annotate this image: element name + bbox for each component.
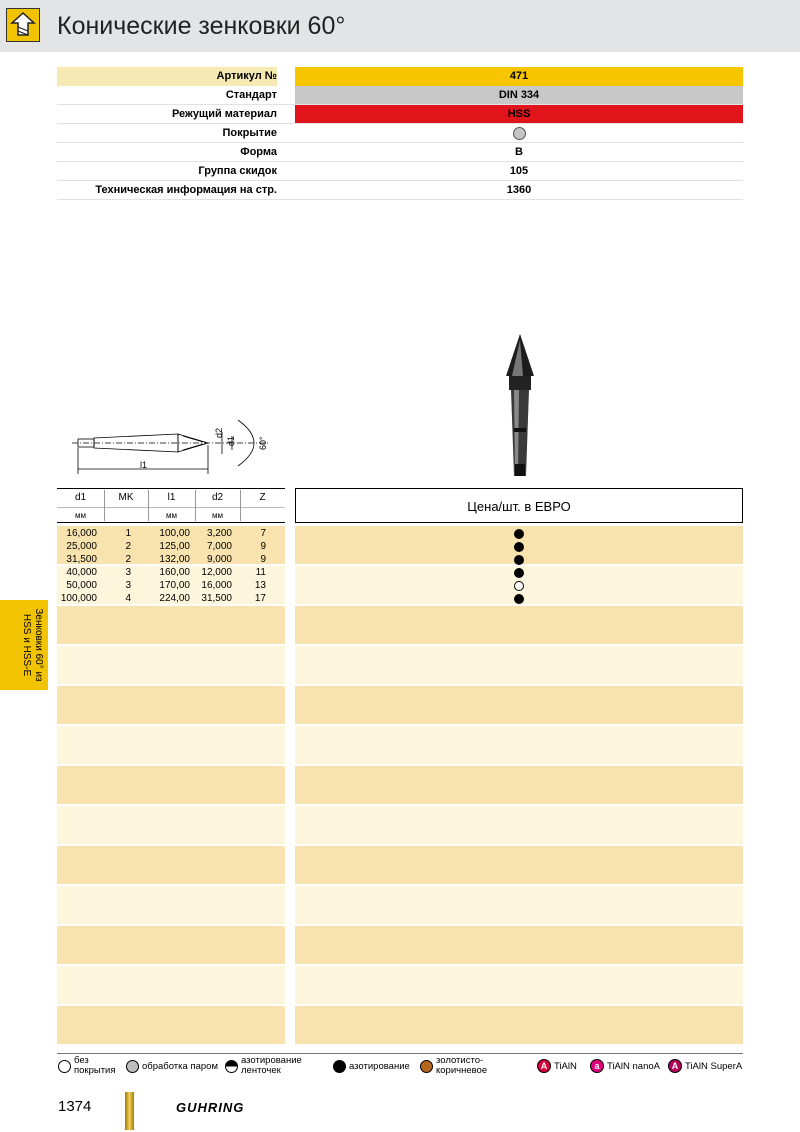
unit-d2: мм [212, 511, 223, 520]
empty-row-band [295, 1006, 743, 1044]
empty-row-band [295, 766, 743, 804]
info-row-article [57, 67, 743, 86]
page-title: Конические зенковки 60° [57, 12, 346, 40]
brown-circle-icon [420, 1060, 433, 1073]
table-row: 16,000 1 100,00 3,200 7 [66, 528, 266, 539]
empty-row-band [57, 646, 285, 684]
col-header-d2: d2 [211, 492, 224, 503]
legend-label: TiAlN SuperA [685, 1061, 743, 1072]
empty-row-band [57, 726, 285, 764]
white-circle-icon [58, 1060, 71, 1073]
steam-treatment-icon [513, 127, 526, 140]
unit-l1: мм [166, 511, 177, 520]
empty-row-band [57, 766, 285, 804]
col-header-z: Z [259, 492, 266, 503]
black-circle-icon [333, 1060, 346, 1073]
info-row-material [57, 105, 743, 124]
countersink-photo [490, 328, 550, 478]
table-row: 31,500 2 132,00 9,000 9 [66, 554, 266, 565]
tialn-supera-badge-icon: A [668, 1059, 682, 1073]
info-row-standard [57, 86, 743, 105]
brand-logo: GUHRING [176, 1100, 245, 1115]
info-row-discount-group [57, 162, 743, 181]
col-header-mk: MK [118, 492, 134, 503]
empty-row-band [295, 726, 743, 764]
col-header-l1: l1 [167, 492, 176, 503]
empty-row-band [295, 686, 743, 724]
gray-circle-icon [126, 1060, 139, 1073]
info-value: B [515, 146, 523, 158]
table-row: 40,000 3 160,00 12,000 11 [66, 567, 266, 578]
legend-label: золотисто- коричневое [436, 1055, 488, 1076]
info-value: 105 [509, 165, 529, 177]
availability-open-icon [514, 581, 524, 591]
legend-divider [57, 1053, 743, 1054]
empty-row-band [295, 646, 743, 684]
empty-row-band [295, 966, 743, 1004]
tialn-nanoa-badge-icon: a [590, 1059, 604, 1073]
info-label: Техническая информация на стр. [95, 184, 277, 196]
info-value: DIN 334 [295, 86, 743, 105]
empty-row-band [57, 846, 285, 884]
tialn-badge-icon: A [537, 1059, 551, 1073]
legend-label: TiAlN [554, 1061, 577, 1072]
empty-row-band [295, 606, 743, 644]
technical-drawing [70, 412, 280, 477]
side-tab-label: Зенковки 60° из HSS и HSS-E [21, 608, 44, 682]
empty-row-band [295, 846, 743, 884]
drawing-label-l1: l1 [140, 460, 148, 470]
drawing-label-d1: d1 [226, 435, 236, 446]
empty-row-band [295, 886, 743, 924]
info-label: Группа скидок [198, 165, 277, 177]
table-row: 50,000 3 170,00 16,000 13 [66, 580, 266, 591]
info-label: Артикул № [57, 67, 277, 86]
footer-gold-bar [125, 1092, 134, 1130]
legend-label: без покрытия [74, 1055, 116, 1076]
info-value [295, 124, 743, 143]
table-row: 25,000 2 125,00 7,000 9 [66, 541, 266, 552]
page-number: 1374 [58, 1098, 92, 1115]
availability-filled-icon [514, 568, 524, 578]
info-label: Форма [240, 146, 277, 158]
drawing-label-angle: 60° [258, 436, 268, 450]
availability-filled-icon [514, 594, 524, 604]
legend-label: TiAlN nanoA [607, 1061, 660, 1072]
category-logo-icon [6, 8, 40, 42]
info-value: HSS [295, 105, 743, 124]
info-label: Стандарт [225, 89, 277, 101]
price-header: Цена/шт. в ЕВРО [295, 488, 743, 523]
empty-row-band [57, 926, 285, 964]
legend-label: азотирование ленточек [241, 1055, 302, 1076]
empty-row-band [295, 806, 743, 844]
legend-label: азотирование [349, 1061, 410, 1072]
info-label: Покрытие [222, 127, 277, 139]
empty-row-band [57, 966, 285, 1004]
info-value: 1360 [506, 184, 532, 196]
half-circle-icon [225, 1060, 238, 1073]
info-row-form [57, 143, 743, 162]
availability-filled-icon [514, 555, 524, 565]
empty-row-band [57, 606, 285, 644]
info-label: Режущий материал [171, 108, 277, 120]
empty-row-band [57, 686, 285, 724]
availability-filled-icon [514, 529, 524, 539]
unit-d1: мм [75, 511, 86, 520]
empty-row-band [295, 926, 743, 964]
empty-row-band [57, 886, 285, 924]
col-header-d1: d1 [74, 492, 87, 503]
table-row: 100,000 4 224,00 31,500 17 [60, 593, 266, 604]
drawing-label-d2: d2 [214, 427, 224, 438]
empty-row-band [57, 1006, 285, 1044]
empty-row-band [57, 806, 285, 844]
info-value: 471 [295, 67, 743, 86]
info-row-coating [57, 124, 743, 143]
availability-filled-icon [514, 542, 524, 552]
info-row-tech-info [57, 181, 743, 200]
legend-label: обработка паром [142, 1061, 218, 1072]
